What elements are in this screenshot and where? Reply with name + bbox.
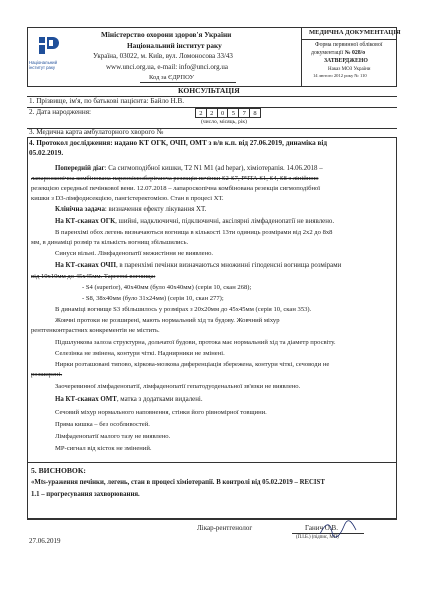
logo-text: Національний інститут раку xyxy=(29,60,57,70)
web-email: www.unci.org.ua, e-mail: info@unci.org.ua xyxy=(106,63,228,71)
ochp-target-2: - S8, 38х40мм (було 31x24мм) (серія 10, скан 277); xyxy=(82,295,224,302)
ochp-p5: Підшлункова залоза структурна, дольчатої будови, протока має нормальний хід та діаметр просвіту. xyxy=(55,339,336,346)
clinical-task: Клінічна задача: визначення ефекту лікування ХТ. xyxy=(55,206,207,213)
institute-title: Національний інститут раку xyxy=(127,41,222,50)
omt-p4: МР-сигнал від кісток не змінений. xyxy=(55,445,152,452)
dob-hint: (число, місяць, рік) xyxy=(201,119,247,125)
form-line-1: Форма первинної облікової xyxy=(315,42,383,48)
dob-digit: 7 xyxy=(239,108,250,118)
address: Україна, 03022, м. Київ, вул. Ломоносова 33/43 xyxy=(93,52,233,60)
ogk-heading: На КТ-сканах ОГК, шийні, надключичні, підключичні, аксілярні лімфаденопатії не виявлено. xyxy=(55,218,335,225)
ochp-heading: На КТ-сканах ОЧП, в паренхімі печінки визначаються множинні гіподенсні вогнища розмірами xyxy=(55,262,342,269)
prev-diag-1: Попередній діаг: Са сигмоподібної кишки, T2 N1 M1 (ad hepar), хіміотерапія. 14.06.2018 – xyxy=(55,165,323,172)
form-line-2: документації № 028/о xyxy=(311,50,366,56)
omt-heading: На КТ-сканах ОМТ, матка з додатками видалені. xyxy=(55,396,203,403)
footer-date: 27.06.2019 xyxy=(29,537,61,545)
patient-name-row: 1. Прізвище, ім'я, по батькові пацієнта: Байло Н.В. xyxy=(29,97,185,105)
ochp-target-1: - S4 (superior), 40x40мм (було 40х40мм) (серія 10, скан 268); xyxy=(82,284,252,291)
logo-icon xyxy=(31,34,67,56)
conclusion-line-2: 1.1 – прогресування захворювання. xyxy=(31,491,140,498)
protocol-line-1: 4. Протокол дослідження: надано КТ ОГК, ОЧП, ОМТ з в/в к.п. від 27.06.2019, динаміка від xyxy=(29,139,328,147)
dob-digit: 2 xyxy=(195,108,207,118)
conclusion-line-1: «Мts-ураження печінки, легень, стан в процесі хіміотерапії. В контролі від 05.02.2019 – RECIST xyxy=(31,479,325,486)
dob-row: 2. Дата народження: xyxy=(29,108,92,116)
doctor-role: Лікар-рентгенолог xyxy=(197,524,253,532)
ogk-p1: В паренхімі обох легень визначаються вогнища в кількості 13ти одиниць розмірами від 2х2 до 8х8 xyxy=(55,229,333,236)
omt-p2: Пряма кишка – без особливостей. xyxy=(55,421,150,428)
signature-hint: (П.І.Б.) (підпис, МП) xyxy=(296,535,339,540)
ochp-p9: Заочеревинної лімфаденопатії, лімфаденопатії гепатодуоденальної зв'язки не виявлено. xyxy=(55,383,301,390)
ochp-p6: Селезінка не змінена, контури чіткі. Наднирники не змінені. xyxy=(55,350,225,357)
ochp-p4: рентгенконтрастних конкрементів не містить. xyxy=(31,327,160,334)
order-line-1: Наказ МОЗ України xyxy=(328,67,371,72)
ogk-p2: мм, в динаміці розмір та кількість вогнищ збільшились. xyxy=(31,239,189,246)
signature-mark xyxy=(318,518,358,540)
ministry-title: Міністерство охорони здоров'я України xyxy=(101,30,232,39)
prev-diag-4: кишки з D3-лімфодисекцією, пангістеректомією. Стан в процесі ХТ. xyxy=(31,195,224,202)
med-doc-title: МЕДИЧНА ДОКУМЕНТАЦІЯ xyxy=(309,29,401,36)
approved: ЗАТВЕРДЖЕНО xyxy=(324,58,368,64)
omt-p3: Лімфаденопатії малого тазу не виявлено. xyxy=(55,433,171,440)
ochp-p7: Нирки розташовані типово, кіркова-мозкова диференціація збережена, контури чіткі, сечоводи не xyxy=(55,361,330,368)
med-card-row: 3. Медична карта амбулаторного хворого № xyxy=(29,128,164,136)
dob-digit: 2 xyxy=(207,108,218,118)
ochp-p3: Жовчні протоки не розширені, мають нормальний хід та будову. Жовчний міхур xyxy=(55,317,280,324)
conclusion-label: 5. ВИСНОВОК: xyxy=(31,466,86,475)
ochp-p1: від 10х10мм до 45х45мм. Таргетні вогнища: xyxy=(31,273,156,280)
omt-p1: Сечовий міхур нормального наповнення, стінки його рівномірної товщини. xyxy=(55,409,267,416)
ogk-p3: Синуси вільні. Лімфаденопатії межистіння не виявлено. xyxy=(55,250,214,257)
ochp-p2: В динаміці вогнище S3 збільшилось у розмірах з 20х20мм до 45х45мм (серія 10, скан 353). xyxy=(55,306,312,313)
doctor-name: Ганич О.В. xyxy=(305,524,338,532)
consult-title: КОНСУЛЬТАЦІЯ xyxy=(178,86,240,95)
dob-digit: 8 xyxy=(250,108,261,118)
edrpou: Код за ЄДРПОУ xyxy=(149,74,195,81)
prev-diag-3: резекцією середньої печінкової вени. 12.07.2018 – лапароскопічна комбінована резекція сигмоподібної xyxy=(31,185,321,192)
logo xyxy=(31,34,67,62)
order-line-2: 14 лютого 2012 року № 110 xyxy=(313,73,367,78)
dob-boxes xyxy=(195,108,261,118)
dob-digit: 5 xyxy=(228,108,239,118)
prev-diag-2: лапароскопічна комбінована паренхімозберігаюча резекція печінки S2-S7, РЧТА S1, S4, S8 з лінійною xyxy=(31,175,319,182)
dob-digit: 0 xyxy=(218,108,229,118)
protocol-line-2: 05.02.2019. xyxy=(29,149,64,157)
ochp-p8: розширені. xyxy=(31,371,63,378)
